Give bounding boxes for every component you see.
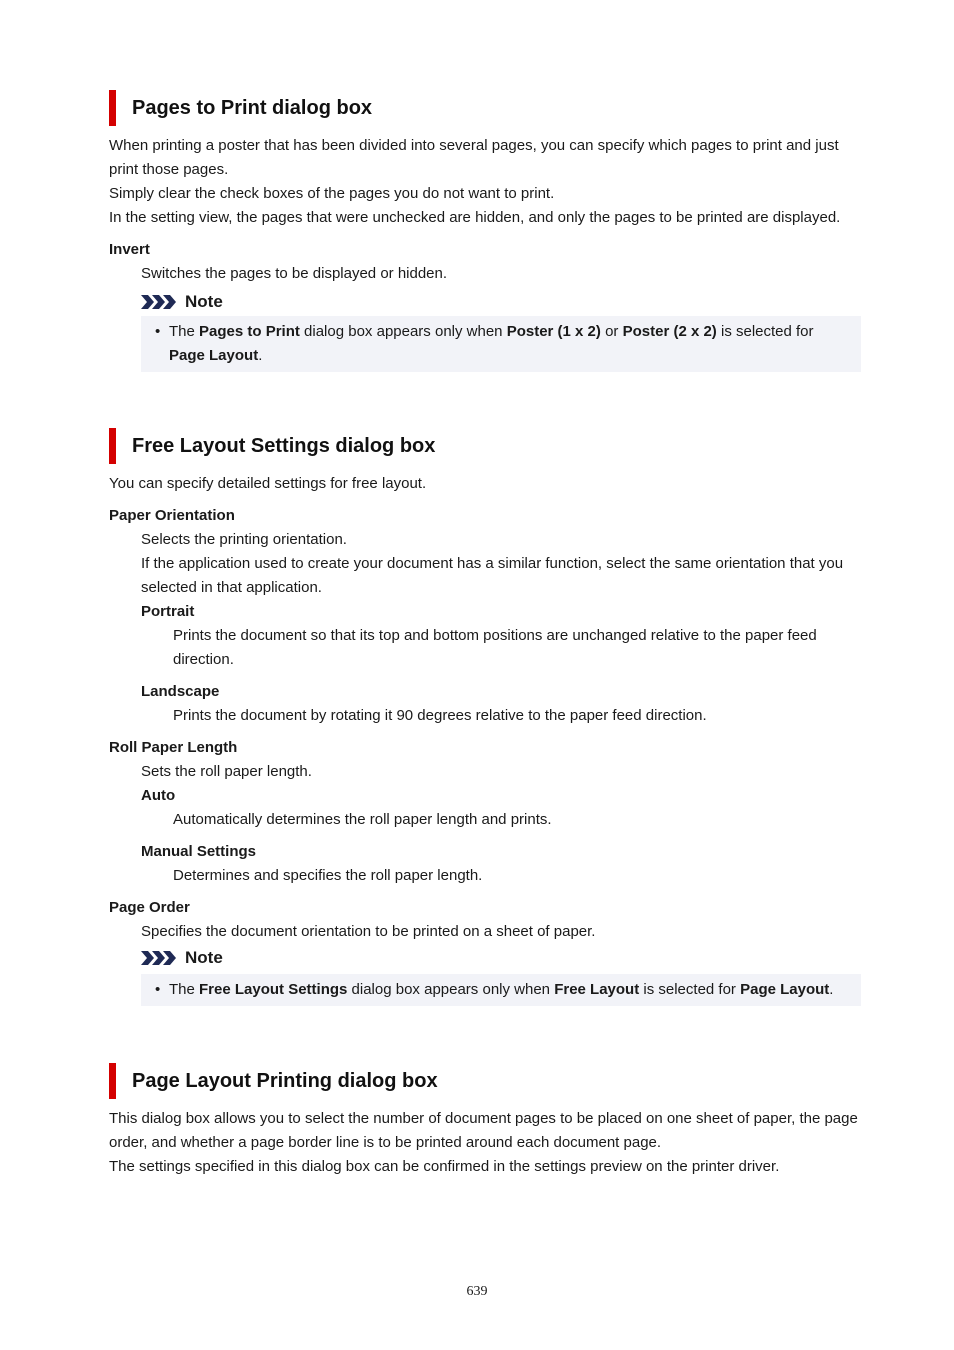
page-number: 639 (466, 1284, 488, 1299)
section-title: Page Layout Printing dialog box (132, 1070, 438, 1092)
heading-bar (109, 428, 116, 464)
note-heading (141, 290, 861, 314)
term-description: Selects the printing orientation. (141, 531, 347, 548)
paragraph: Simply clear the check boxes of the pages you do not want to print. (109, 185, 555, 202)
term-description: Specifies the document orientation to be printed on a sheet of paper. (141, 923, 596, 940)
section-heading (109, 428, 861, 464)
note-box (141, 316, 861, 372)
paragraph: The settings specified in this dialog box can be confirmed in the settings preview on the printer driver. (109, 1158, 780, 1175)
section-title: Pages to Print dialog box (132, 97, 373, 119)
paragraph: This dialog box allows you to select the number of document pages to be placed on one sheet of paper, the page order, and whether a page border line is to be printed around each document page. (109, 1110, 858, 1151)
term-landscape: Landscape (141, 683, 220, 700)
note-chevrons-icon (141, 950, 181, 966)
section-pages-to-print (109, 90, 861, 372)
term-description: Prints the document so that its top and bottom positions are unchanged relative to the paper feed direction. (173, 627, 817, 668)
paragraph: In the setting view, the pages that were unchecked are hidden, and only the pages to be printed are displayed. (109, 209, 841, 226)
note-chevrons-icon (141, 294, 181, 310)
term-page-order: Page Order (109, 899, 190, 916)
paragraph: You can specify detailed settings for free layout. (109, 475, 427, 492)
heading-bar (109, 1063, 116, 1099)
note-box (141, 974, 861, 1006)
term-description: Automatically determines the roll paper length and prints. (173, 811, 552, 828)
term-portrait: Portrait (141, 603, 195, 620)
bullet: • (155, 981, 161, 998)
term-paper-orientation: Paper Orientation (109, 507, 235, 524)
note-heading (141, 946, 861, 970)
section-heading (109, 90, 861, 126)
heading-bar (109, 90, 116, 126)
paragraph: When printing a poster that has been divided into several pages, you can specify which pages to print and just print those pages. (109, 137, 839, 178)
section-free-layout-settings (109, 428, 861, 1006)
term-description: Prints the document by rotating it 90 degrees relative to the paper feed direction. (173, 707, 707, 724)
note-label: Note (185, 292, 223, 311)
section-title: Free Layout Settings dialog box (132, 435, 436, 457)
term-description: Determines and specifies the roll paper length. (173, 867, 483, 884)
term-auto: Auto (141, 787, 176, 804)
note-label: Note (185, 948, 223, 967)
term-description: Sets the roll paper length. (141, 763, 312, 780)
section-page-layout-printing (109, 1063, 861, 1179)
bullet: • (155, 323, 161, 340)
term-roll-paper-length: Roll Paper Length (109, 739, 238, 756)
term-manual-settings: Manual Settings (141, 843, 257, 860)
section-heading (109, 1063, 861, 1099)
term-description: If the application used to create your document has a similar function, select the same orientation that you selected in that application. (141, 555, 844, 596)
term-invert: Invert (109, 241, 150, 258)
note-text: The Pages to Print dialog box appears only when Poster (1 x 2) or Poster (2 x 2) is selected for Page Layout. (169, 323, 814, 364)
term-description: Switches the pages to be displayed or hidden. (141, 265, 448, 282)
note-text: The Free Layout Settings dialog box appears only when Free Layout is selected for Page Layout. (169, 981, 834, 998)
